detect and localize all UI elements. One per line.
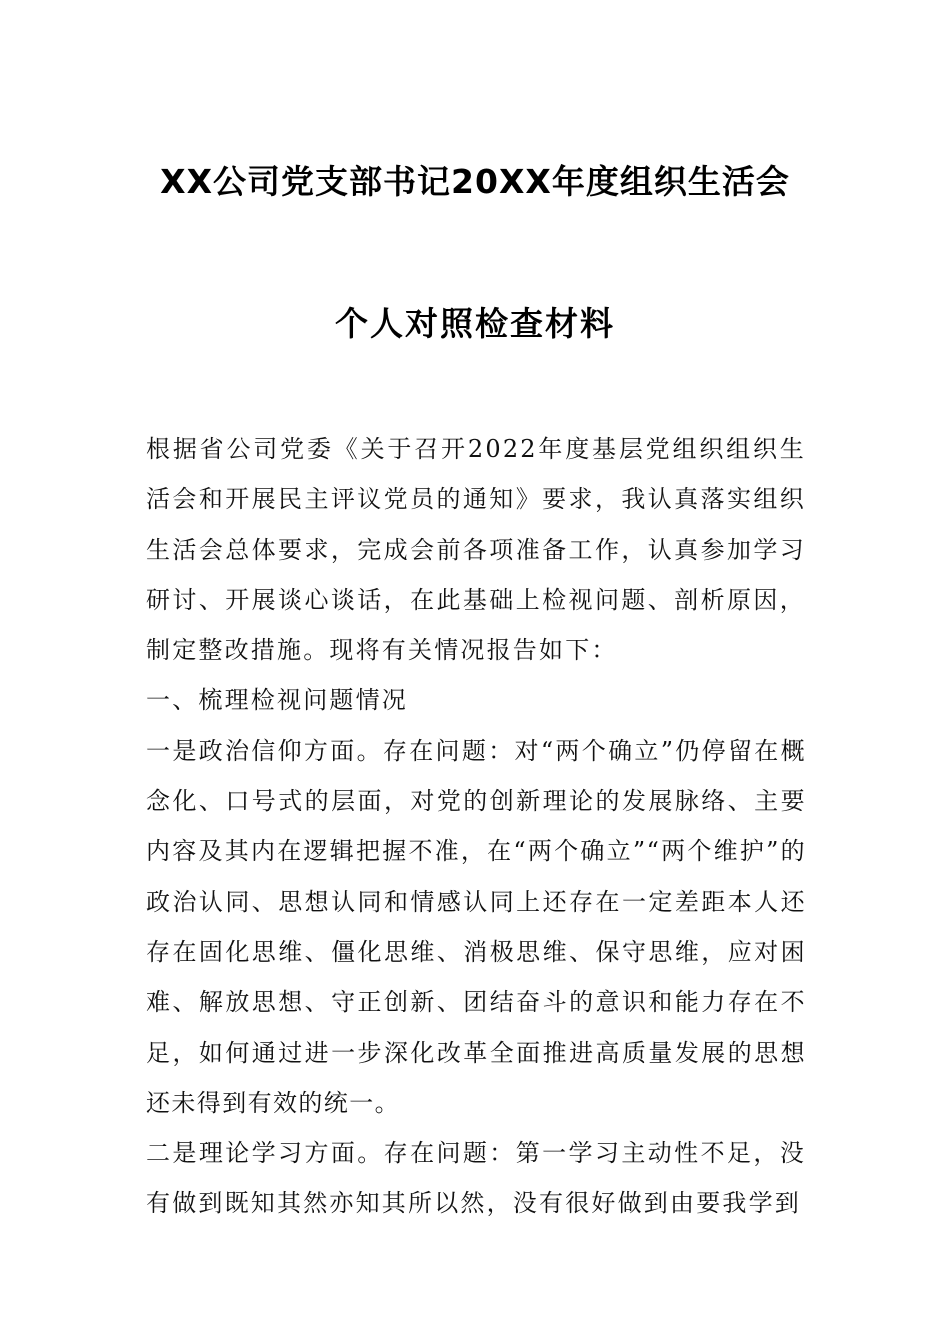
- paragraph-political-belief: 一是政治信仰方面。存在问题：对“两个确立”仍停留在概念化、口号式的层面，对党的创新理论的发展脉络、主要内容及其内在逻辑把握不准，在“两个确立”“两个维护”的政治认同、思想认同和情感认同上还存在一定差距本人还存在固化思维、僵化思维、消极思维、保守思维，应对困难、解放思想、守正创新、团结奋斗的意识和能力存在不足，如何通过进一步深化改革全面推进高质量发展的思想还未得到有效的统一。: [146, 736, 806, 1117]
- document-body: [146, 424, 806, 1229]
- paragraph-intro: 根据省公司党委《关于召开2022年度基层党组织组织生活会和开展民主评议党员的通知》要求，我认真落实组织生活会总体要求，完成会前各项准备工作，认真参加学习研讨、开展谈心谈话，在此基础上检视问题、剖析原因，制定整改措施。现将有关情况报告如下：: [146, 435, 806, 665]
- document-title-line-2: 个人对照检查材料: [335, 304, 615, 343]
- section-heading-1: 一、梳理检视问题情况: [146, 686, 408, 715]
- document-title-line-1: XX公司党支部书记20XX年度组织生活会: [160, 162, 790, 201]
- paragraph-theory-study: 二是理论学习方面。存在问题：第一学习主动性不足，没有做到既知其然亦知其所以然，没有很好做到由要我学到: [146, 1139, 806, 1218]
